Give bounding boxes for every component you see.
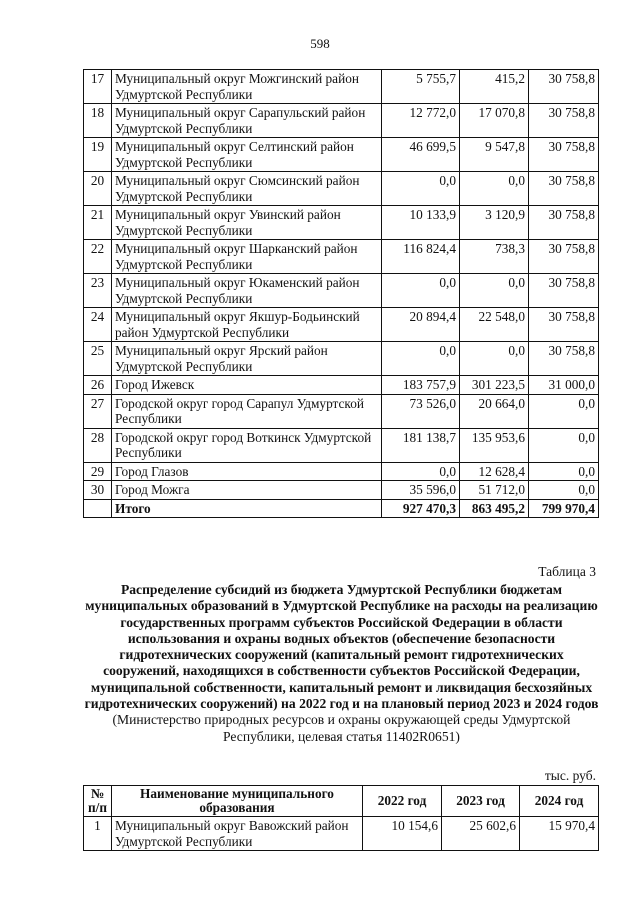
value-2023: 0,0	[460, 274, 529, 308]
value-2024: 30 758,8	[529, 308, 599, 342]
table-row	[84, 138, 599, 172]
value-2023: 0,0	[460, 342, 529, 376]
row-number: 23	[84, 274, 112, 308]
value-2023: 3 120,9	[460, 206, 529, 240]
table-3-title-block	[84, 582, 599, 745]
total-row	[84, 499, 599, 518]
table-header-row	[84, 786, 599, 817]
subsidy-table-3	[83, 785, 599, 851]
value-2023: 301 223,5	[460, 376, 529, 395]
row-number: 1	[84, 817, 112, 851]
header-2024: 2024 год	[520, 786, 599, 817]
row-number: 29	[84, 462, 112, 481]
row-name: Муниципальный округ Якшур-Бодьинский район Удмуртской Республики	[112, 308, 382, 342]
table-row	[84, 274, 599, 308]
value-2022: 5 755,7	[382, 70, 460, 104]
row-number: 21	[84, 206, 112, 240]
row-name: Муниципальный округ Юкаменский район Удмуртской Республики	[112, 274, 382, 308]
row-name: Муниципальный округ Сарапульский район Удмуртской Республики	[112, 104, 382, 138]
units-label: тыс. руб.	[544, 768, 596, 783]
value-2023: 9 547,8	[460, 138, 529, 172]
page-number: 598	[310, 36, 330, 51]
table-row	[84, 308, 599, 342]
total-label: Итого	[112, 499, 382, 518]
value-2022: 10 154,6	[363, 817, 442, 851]
row-name: Муниципальный округ Увинский район Удмуртской Республики	[112, 206, 382, 240]
table-3-title: Распределение субсидий из бюджета Удмуртской Республики бюджетам муниципальных образований в Удмуртской Республике на расходы на реализацию государственных программ субъектов Российской Федерации в области использования и охраны водных объектов (обеспечение безопасности гидротехнических сооружений (капитальный ремонт гидротехнических сооружений, находящихся в собственности субъектов Российской Федерации, муниципальной собственности, капитальный ремонт и ликвидация бесхозяйных гидротехнических сооружений) на 2022 год и на плановый период 2023 и 2024 годов	[84, 582, 599, 712]
value-2024: 30 758,8	[529, 274, 599, 308]
table-row	[84, 342, 599, 376]
row-name: Муниципальный округ Шарканский район Удмуртской Республики	[112, 240, 382, 274]
table-row	[84, 240, 599, 274]
value-2023: 738,3	[460, 240, 529, 274]
value-2024: 30 758,8	[529, 206, 599, 240]
value-2024: 0,0	[529, 481, 599, 500]
row-name: Муниципальный округ Вавожский район Удмуртской Республики	[112, 817, 363, 851]
value-2022: 181 138,7	[382, 428, 460, 462]
table-row	[84, 394, 599, 428]
value-2023: 17 070,8	[460, 104, 529, 138]
value-2022: 12 772,0	[382, 104, 460, 138]
total-2024: 799 970,4	[529, 499, 599, 518]
value-2024: 15 970,4	[520, 817, 599, 851]
table-row	[84, 376, 599, 395]
value-2022: 116 824,4	[382, 240, 460, 274]
value-2023: 51 712,0	[460, 481, 529, 500]
value-2024: 30 758,8	[529, 70, 599, 104]
row-number: 20	[84, 172, 112, 206]
row-number: 22	[84, 240, 112, 274]
value-2023: 20 664,0	[460, 394, 529, 428]
value-2024: 0,0	[529, 428, 599, 462]
value-2024: 30 758,8	[529, 104, 599, 138]
header-2023: 2023 год	[442, 786, 520, 817]
row-number: 24	[84, 308, 112, 342]
value-2024: 30 758,8	[529, 138, 599, 172]
table-row	[84, 206, 599, 240]
table-row	[84, 428, 599, 462]
value-2024: 31 000,0	[529, 376, 599, 395]
value-2023: 22 548,0	[460, 308, 529, 342]
table-3-subtitle: (Министерство природных ресурсов и охраны окружающей среды Удмуртской Республики, целевая статья 11402R0651)	[112, 712, 571, 744]
row-number: 28	[84, 428, 112, 462]
table-3-label: Таблица 3	[538, 564, 596, 579]
value-2022: 0,0	[382, 172, 460, 206]
value-2024: 30 758,8	[529, 172, 599, 206]
value-2022: 46 699,5	[382, 138, 460, 172]
value-2022: 10 133,9	[382, 206, 460, 240]
header-num: № п/п	[84, 786, 112, 817]
row-name: Муниципальный округ Ярский район Удмуртской Республики	[112, 342, 382, 376]
value-2022: 35 596,0	[382, 481, 460, 500]
header-2022: 2022 год	[363, 786, 442, 817]
row-name: Город Можга	[112, 481, 382, 500]
table-row	[84, 70, 599, 104]
row-number: 26	[84, 376, 112, 395]
subsidy-table-top	[83, 69, 599, 518]
value-2022: 0,0	[382, 462, 460, 481]
value-2023: 25 602,6	[442, 817, 520, 851]
value-2022: 0,0	[382, 342, 460, 376]
value-2022: 20 894,4	[382, 308, 460, 342]
value-2022: 183 757,9	[382, 376, 460, 395]
total-2022: 927 470,3	[382, 499, 460, 518]
value-2023: 135 953,6	[460, 428, 529, 462]
row-number: 30	[84, 481, 112, 500]
table-row	[84, 104, 599, 138]
table-row	[84, 481, 599, 500]
row-name: Муниципальный округ Селтинский район Удмуртской Республики	[112, 138, 382, 172]
row-number: 27	[84, 394, 112, 428]
value-2024: 30 758,8	[529, 342, 599, 376]
row-name: Город Глазов	[112, 462, 382, 481]
row-name: Муниципальный округ Можгинский район Удмуртской Республики	[112, 70, 382, 104]
row-name: Муниципальный округ Сюмсинский район Удмуртской Республики	[112, 172, 382, 206]
value-2024: 30 758,8	[529, 240, 599, 274]
row-number: 18	[84, 104, 112, 138]
value-2022: 0,0	[382, 274, 460, 308]
value-2023: 0,0	[460, 172, 529, 206]
value-2024: 0,0	[529, 462, 599, 481]
value-2023: 12 628,4	[460, 462, 529, 481]
table-row	[84, 817, 599, 851]
row-number: 19	[84, 138, 112, 172]
row-name: Городской округ город Сарапул Удмуртской Республики	[112, 394, 382, 428]
table-row	[84, 172, 599, 206]
value-2023: 415,2	[460, 70, 529, 104]
row-name: Городской округ город Воткинск Удмуртской Республики	[112, 428, 382, 462]
row-number: 17	[84, 70, 112, 104]
total-2023: 863 495,2	[460, 499, 529, 518]
value-2024: 0,0	[529, 394, 599, 428]
value-2022: 73 526,0	[382, 394, 460, 428]
header-name: Наименование муниципального образования	[112, 786, 363, 817]
total-row-number	[84, 499, 112, 518]
row-number: 25	[84, 342, 112, 376]
table-row	[84, 462, 599, 481]
row-name: Город Ижевск	[112, 376, 382, 395]
